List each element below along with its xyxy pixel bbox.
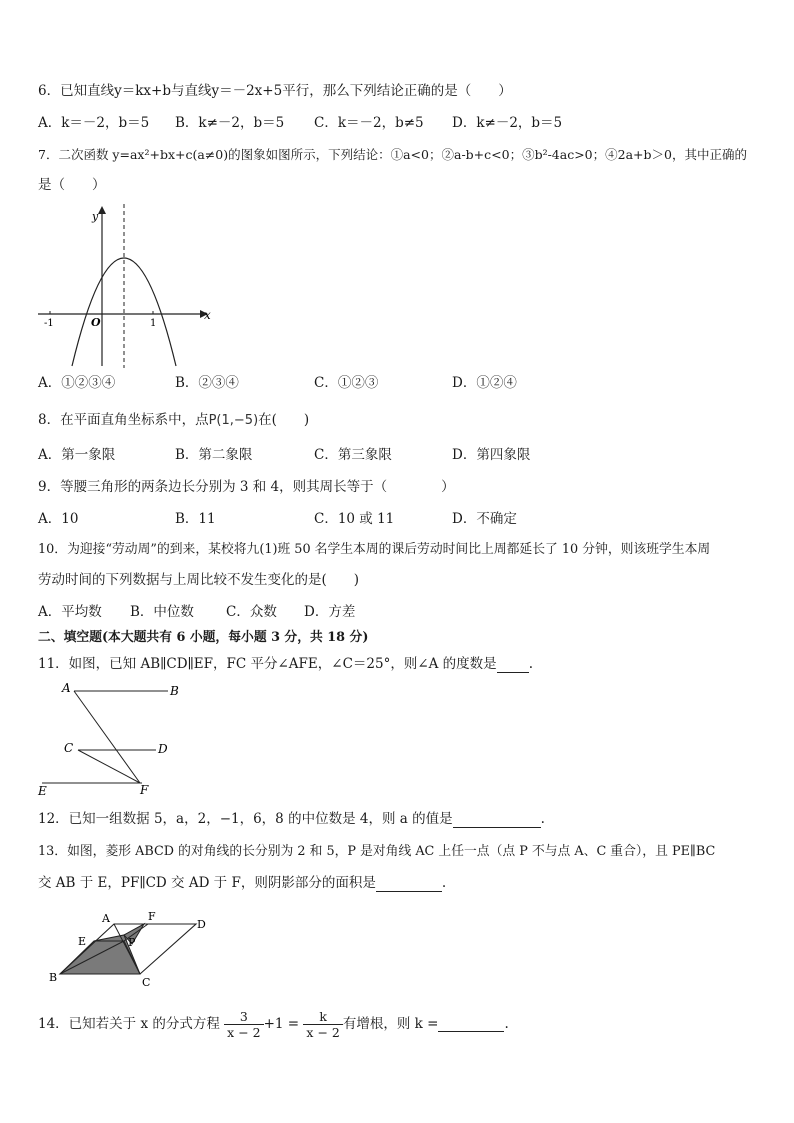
q7-stem-cont: 是（ ） bbox=[38, 177, 106, 193]
q8-option-b: B．第二象限 bbox=[175, 447, 253, 463]
fig11-label-f: F bbox=[140, 783, 149, 797]
q10-option-d: D．方差 bbox=[304, 604, 356, 620]
q9-option-d: D．不确定 bbox=[452, 511, 517, 527]
q12-answer-blank[interactable] bbox=[453, 813, 541, 828]
q14-answer-blank[interactable] bbox=[438, 1017, 504, 1032]
graph-x-label: x bbox=[204, 308, 211, 322]
q7-option-d: D．①②④ bbox=[452, 375, 517, 391]
q9-stem: 9．等腰三角形的两条边长分别为 3 和 4，则其周长等于（ ） bbox=[38, 479, 455, 495]
q14-stem bbox=[38, 1006, 509, 1046]
q8-stem bbox=[38, 411, 309, 430]
q9-option-a: A．10 bbox=[38, 511, 79, 527]
parallel-lines-figure bbox=[34, 680, 194, 800]
fig11-label-b: B bbox=[170, 684, 179, 698]
q7-option-a: A．①②③④ bbox=[38, 375, 116, 391]
q9-option-c: C．10 或 11 bbox=[314, 511, 395, 527]
fig13-label-p: P bbox=[128, 936, 136, 949]
q8-option-d: D．第四象限 bbox=[452, 447, 531, 463]
q10-stem-cont: 劳动时间的下列数据与上周比较不发生变化的是( ) bbox=[38, 572, 360, 588]
q14-frac2-denominator: x − 2 bbox=[306, 1025, 340, 1040]
q11-answer-blank[interactable] bbox=[497, 658, 529, 673]
q6-option-c: C．k＝－2，b≠5 bbox=[314, 115, 424, 131]
graph-minus-one-label: -1 bbox=[44, 318, 54, 329]
fig13-label-a: A bbox=[102, 912, 110, 925]
fig11-label-e: E bbox=[38, 784, 47, 798]
q11-stem-text: 11．如图，已知 AB∥CD∥EF，FC 平分∠AFE，∠C＝25°，则∠A 的度数是 bbox=[38, 656, 497, 672]
q7-option-c: C．①②③ bbox=[314, 375, 379, 391]
q11-end: . bbox=[528, 656, 533, 672]
q14-frac2-numerator: k bbox=[303, 1009, 342, 1025]
fig11-label-a: A bbox=[62, 681, 71, 695]
fig11-label-c: C bbox=[64, 741, 74, 755]
q10-option-b: B．中位数 bbox=[130, 604, 194, 620]
q12-end: . bbox=[540, 811, 545, 827]
q6-option-b: B．k≠－2，b＝5 bbox=[175, 115, 285, 131]
q8-stem-text: 8．在平面直角坐标系中，点 bbox=[38, 412, 209, 428]
q13-end: . bbox=[441, 875, 447, 891]
fig13-label-f: F bbox=[148, 910, 156, 923]
q10-option-a: A．平均数 bbox=[38, 604, 102, 620]
q8-option-a: A．第一象限 bbox=[38, 447, 116, 463]
q8-stem-end: 在( ) bbox=[258, 412, 310, 428]
q13-stem-text: 交 AB 于 E，PF∥CD 交 AD 于 F，则阴影部分的面积是 bbox=[38, 875, 376, 891]
fig13-label-d: D bbox=[197, 918, 206, 931]
q6-option-a: A．k＝－2，b＝5 bbox=[38, 115, 150, 131]
q14-fraction-1 bbox=[224, 1009, 263, 1040]
q14-end: . bbox=[504, 1016, 509, 1032]
q14-fraction-2 bbox=[303, 1009, 342, 1040]
fig13-label-e: E bbox=[78, 935, 87, 948]
q10-stem: 10．为迎接“劳动周”的到来，某校将九(1)班 50 名学生本周的课后劳动时间比上周都延长了 10 分钟，则该班学生本周 bbox=[38, 542, 711, 557]
rhombus-figure bbox=[44, 908, 214, 990]
q14-stem-text: 14．已知若关于 x 的分式方程 bbox=[38, 1016, 220, 1032]
q11-stem bbox=[38, 655, 533, 673]
q8-option-c: C．第三象限 bbox=[314, 447, 392, 463]
q14-frac1-denominator: x − 2 bbox=[227, 1025, 261, 1040]
q14-stem-end: 有增根，则 k = bbox=[342, 1016, 439, 1032]
q14-plus-one: +1 = bbox=[263, 1016, 300, 1032]
q7-stem: 7．二次函数 y=ax²+bx+c(a≠0)的图象如图所示，下列结论：①a<0；②a-b+c<0；③b²-4ac>0；④2a+b＞0，其中正确的 bbox=[38, 147, 747, 162]
parabola-graph bbox=[36, 200, 216, 370]
q7-option-b: B．②③④ bbox=[175, 375, 239, 391]
q6-option-d: D．k≠－2，b＝5 bbox=[452, 115, 563, 131]
q9-option-b: B．11 bbox=[175, 511, 216, 527]
q12-stem bbox=[38, 810, 545, 828]
graph-origin-label: O bbox=[91, 316, 101, 329]
q12-stem-text: 12．已知一组数据 5，a，2，−1，6，8 的中位数是 4，则 a 的值是 bbox=[38, 811, 453, 827]
fig13-label-c: C bbox=[142, 976, 151, 989]
q6-stem: 6．已知直线y＝kx+b与直线y＝－2x+5平行，那么下列结论正确的是（ ） bbox=[38, 83, 512, 99]
fig13-label-b: B bbox=[49, 971, 58, 984]
q13-answer-blank[interactable] bbox=[376, 877, 442, 892]
q14-frac1-numerator: 3 bbox=[224, 1009, 263, 1025]
q13-stem: 13．如图，菱形 ABCD 的对角线的长分别为 2 和 5，P 是对角线 AC 上任一点（点 P 不与点 A、C 重合），且 PE∥BC bbox=[38, 844, 716, 859]
q10-option-c: C．众数 bbox=[226, 604, 277, 620]
q8-point: P(1,−5) bbox=[208, 413, 259, 428]
graph-one-label: 1 bbox=[150, 318, 157, 329]
fig11-label-d: D bbox=[158, 742, 168, 756]
q13-stem-cont bbox=[38, 874, 446, 892]
section-heading: 二、填空题(本大题共有 6 小题，每小题 3 分，共 18 分) bbox=[38, 630, 369, 645]
graph-y-label: y bbox=[92, 210, 99, 223]
